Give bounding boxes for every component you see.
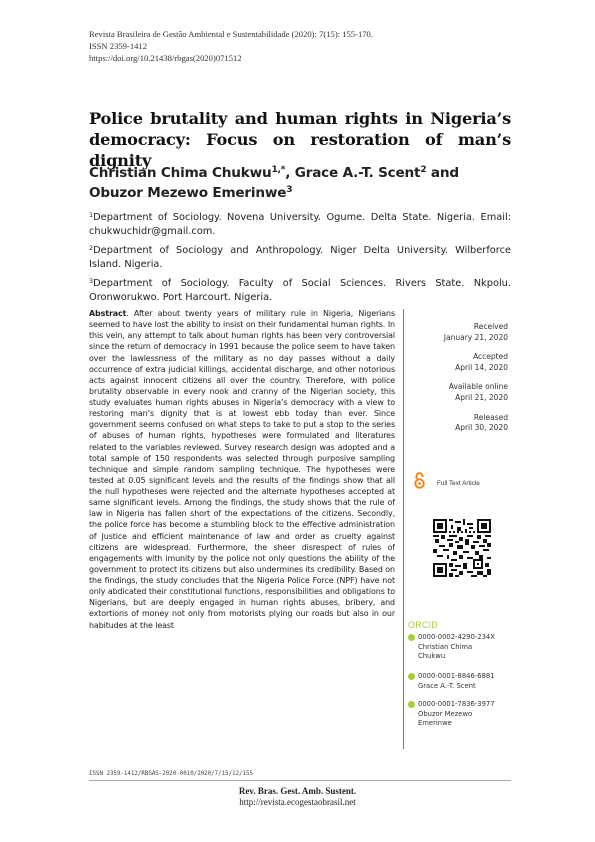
open-access-icon [414, 472, 425, 494]
open-access-badge [414, 472, 480, 494]
footer-url[interactable]: http://revista.ecogestaobrasil.net [239, 797, 356, 807]
affiliation-number: 1 [89, 211, 94, 219]
paper-title: Police brutality and human rights in Nigeria’s democracy: Focus on restoration of man’s dignity [89, 109, 511, 170]
issn-line: ISSN 2359-1412 [89, 41, 148, 52]
affiliations [89, 211, 511, 311]
date-label: Received [473, 322, 508, 331]
affiliation-text: Department of Sociology. Novena University. Ogume. Delta State. Nigeria. Email: chukwuchidr@gmail.com. [89, 212, 511, 237]
affiliation-text: Department of Sociology. Faculty of Social Sciences. Rivers State. Nkpolu. Oronworukwo. Port Harcourt. Nigeria. [89, 278, 511, 303]
affiliation-number: 2 [89, 244, 94, 253]
citation-line: Revista Brasileira de Gestão Ambiental e Sustentabilidade (2020): 7(15): 155-170. [89, 29, 374, 39]
orcid-id[interactable]: 0000-0001-7836-3977 [418, 700, 495, 708]
author-list [89, 163, 513, 203]
author-name: Christian Chima Chukwu [89, 165, 272, 181]
author-separator: , [285, 165, 295, 181]
orcid-entry[interactable] [408, 672, 510, 691]
footer-issn: ISSN 2359-1412/RBGAS-2020-0010/2020/7/15/12/155 [89, 771, 254, 777]
date-label: Available online [448, 382, 508, 392]
orcid-row [408, 672, 510, 682]
orcid-id[interactable]: 0000-0002-4290-234X [418, 633, 495, 641]
running-header [89, 28, 373, 65]
date-value: April 30, 2020 [455, 423, 508, 433]
affiliation-item [89, 277, 511, 304]
orcid-row [408, 700, 510, 710]
date-value: April 14, 2020 [455, 362, 508, 372]
date-released [408, 413, 508, 434]
author-name: Grace A.-T. Scent [294, 165, 421, 181]
affiliation-item [89, 244, 511, 271]
orcid-author-name: Christian Chima Chukwu [418, 642, 473, 661]
orcid-author-name: Obuzor Mezewo Emerinwe [418, 709, 473, 728]
author-superscript: 1,* [271, 165, 286, 175]
author-superscript: 3 [286, 185, 293, 195]
abstract-label: Abstract [89, 309, 127, 318]
orcid-icon [408, 634, 415, 641]
abstract-text: . After about twenty years of military rule in Nigeria, Nigerians seemed to have lost the ability to insist on their fundamental human rights. In this vein, any attempt to talk about human rights has been very controversial since the return of democracy in 1991 because the police seem to have taken over the lawlessness of the military as no day passes without a daily occurrence of extra judicial killings, accidental discharge, and other notorious acts against innocent citizens all over the country. Therefore, with police brutality observable in every nook and cranny of the Nigerian society, this study evaluates human rights abuses in Nigeria’s democracy with a view to restoring man’s dignity that is at lowest ebb today than ever. Since government seems confused on what steps to take to put a stop to the series of abuses of human rights, hypotheses were formulated and literatures related to the variables reviewed. Survey research design was adopted and a total sample of 150 respondents was selected through purposive sampling technique and simple random sampling technique. The hypotheses were tested at 0.05 significant levels and the results of the findings show that all the null hypotheses were rejected and the alternate hypotheses accepted at same significant levels. Among the findings, the study shows that the rule of law in Nigeria has fallen short of the expectations of the citizens. Secondly, the police force has become a stumbling block to the effective administration of Justice and efficient maintenance of law and order as cruelty against citizens are widespread. Furthermore, the sheer disrespect of rules of engagements with imunity by the police not only questions the ability of the government to protect its citizens but also undermines its credibility. Based on the findings, the study concludes that the Nigeria Police Force (NPF) have not only abdicated their constitutional functions, responsibilities and obligations to Nigerians, but are deeply engaged in human rights abuses, bribery, and extortions of money not only from motorists plying our roads but also in our habitudes at the least [89, 309, 395, 630]
article-dates [408, 322, 508, 443]
doi-link[interactable]: https://doi.org/10.21438/rbgas(2020)071512 [89, 53, 242, 64]
orcid-icon [408, 673, 415, 680]
affiliation-text: Department of Sociology and Anthropology. Niger Delta University. Wilberforce Island. Nigeria. [89, 245, 511, 270]
orcid-id[interactable]: 0000-0001-8846-6881 [418, 672, 495, 680]
date-available-online [408, 382, 508, 403]
affiliation-number: 3 [89, 277, 94, 286]
date-value: April 21, 2020 [455, 392, 508, 402]
affiliation-item [89, 211, 511, 238]
full-text-label: Full Text Article [437, 479, 480, 487]
date-value: January 21, 2020 [443, 332, 508, 342]
orcid-icon [408, 701, 415, 708]
date-accepted [408, 352, 508, 373]
author-separator: and [426, 165, 459, 181]
footer-journal: Rev. Bras. Gest. Amb. Sustent. [238, 786, 357, 796]
orcid-entry[interactable] [408, 633, 510, 662]
orcid-row [408, 633, 510, 643]
abstract [89, 308, 395, 750]
date-received [408, 322, 508, 343]
column-divider [403, 309, 404, 749]
qr-code[interactable] [433, 519, 491, 577]
author-name: Obuzor Mezewo Emerinwe [89, 185, 287, 201]
date-label: Released [473, 412, 508, 422]
orcid-entry[interactable] [408, 700, 510, 729]
footer-rule [89, 780, 511, 781]
author-superscript: 2 [420, 165, 427, 175]
orcid-author-name: Grace A.-T. Scent [418, 681, 476, 690]
orcid-logo: ORCID [408, 620, 438, 630]
date-label: Accepted [473, 352, 508, 362]
